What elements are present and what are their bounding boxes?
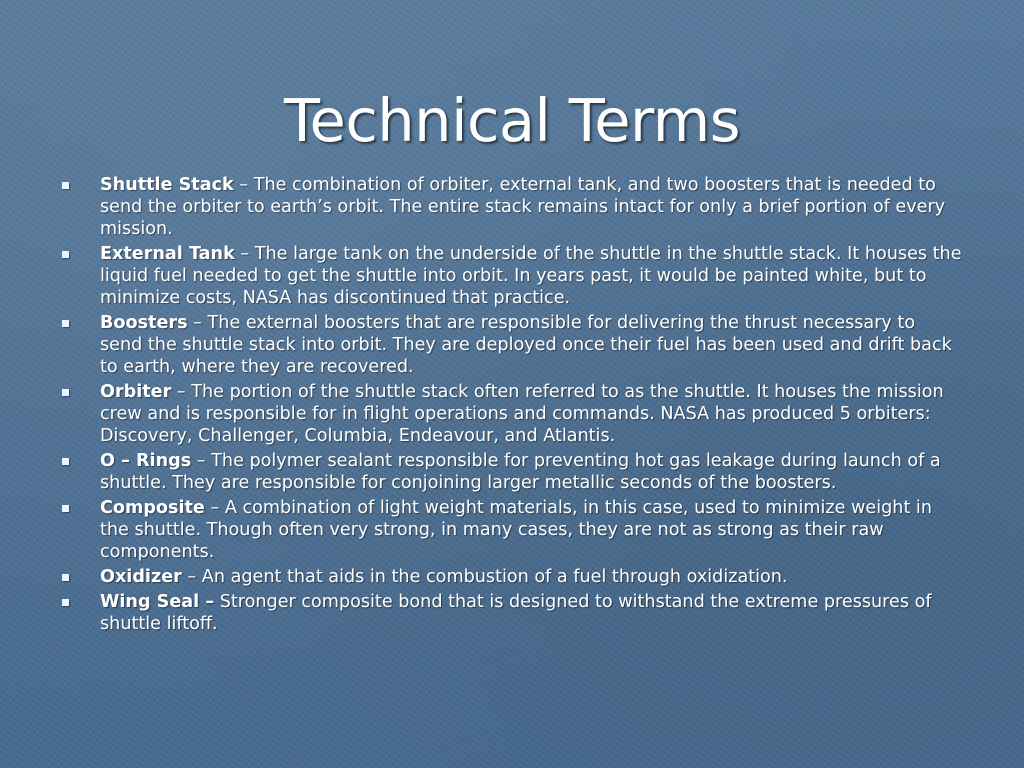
- term-item-external-tank: [62, 243, 962, 309]
- term-name: Shuttle Stack: [100, 175, 234, 195]
- term-name: Wing Seal –: [100, 592, 215, 612]
- square-bullet-icon: [62, 389, 69, 396]
- term-definition: – The combination of orbiter, external tank, and two boosters that is needed to send the orbiter to earth’s orbit. The entire stack remains intact for only a brief portion of every mission.: [100, 175, 946, 239]
- term-definition: – The large tank on the underside of the shuttle in the shuttle stack. It houses the liquid fuel needed to get the shuttle into orbit. In years past, it would be painted white, but to minimize costs, NASA has discontinued that practice.: [100, 244, 962, 308]
- term-definition: – A combination of light weight materials, in this case, used to minimize weight in the shuttle. Though often very strong, in many cases, they are not as strong as their raw components.: [100, 498, 932, 562]
- term-name: Oxidizer: [100, 567, 182, 587]
- term-item-wing-seal: [62, 591, 962, 635]
- term-name: O – Rings: [100, 451, 192, 471]
- term-definition: Stronger composite bond that is designed to withstand the extreme pressures of shuttle liftoff.: [100, 592, 932, 634]
- term-name: Orbiter: [100, 382, 172, 402]
- square-bullet-icon: [62, 320, 69, 327]
- square-bullet-icon: [62, 182, 69, 189]
- term-definition: – The portion of the shuttle stack often referred to as the shuttle. It houses the mission crew and is responsible for in flight operations and commands. NASA has produced 5 orbiters: Discovery, Challenger, Columbia, Endeavour, and Atlantis.: [100, 382, 944, 446]
- term-item-o-rings: [62, 450, 962, 494]
- square-bullet-icon: [62, 599, 69, 606]
- term-name: Composite: [100, 498, 205, 518]
- square-bullet-icon: [62, 574, 69, 581]
- square-bullet-icon: [62, 251, 69, 258]
- term-name: External Tank: [100, 244, 235, 264]
- term-list: [62, 174, 962, 638]
- square-bullet-icon: [62, 458, 69, 465]
- term-definition: – An agent that aids in the combustion of a fuel through oxidization.: [181, 567, 788, 587]
- term-definition: – The external boosters that are responsible for delivering the thrust necessary to send the shuttle stack into orbit. They are deployed once their fuel has been used and drift back to earth, where they are recovered.: [100, 313, 952, 377]
- term-definition: – The polymer sealant responsible for preventing hot gas leakage during launch of a shuttle. They are responsible for conjoining larger metallic seconds of the boosters.: [100, 451, 941, 493]
- term-item-oxidizer: [62, 566, 962, 588]
- square-bullet-icon: [62, 505, 69, 512]
- term-item-orbiter: [62, 381, 962, 447]
- term-name: Boosters: [100, 313, 188, 333]
- term-item-boosters: [62, 312, 962, 378]
- slide-title: Technical Terms: [284, 86, 740, 155]
- term-item-composite: [62, 497, 962, 563]
- term-item-shuttle-stack: [62, 174, 962, 240]
